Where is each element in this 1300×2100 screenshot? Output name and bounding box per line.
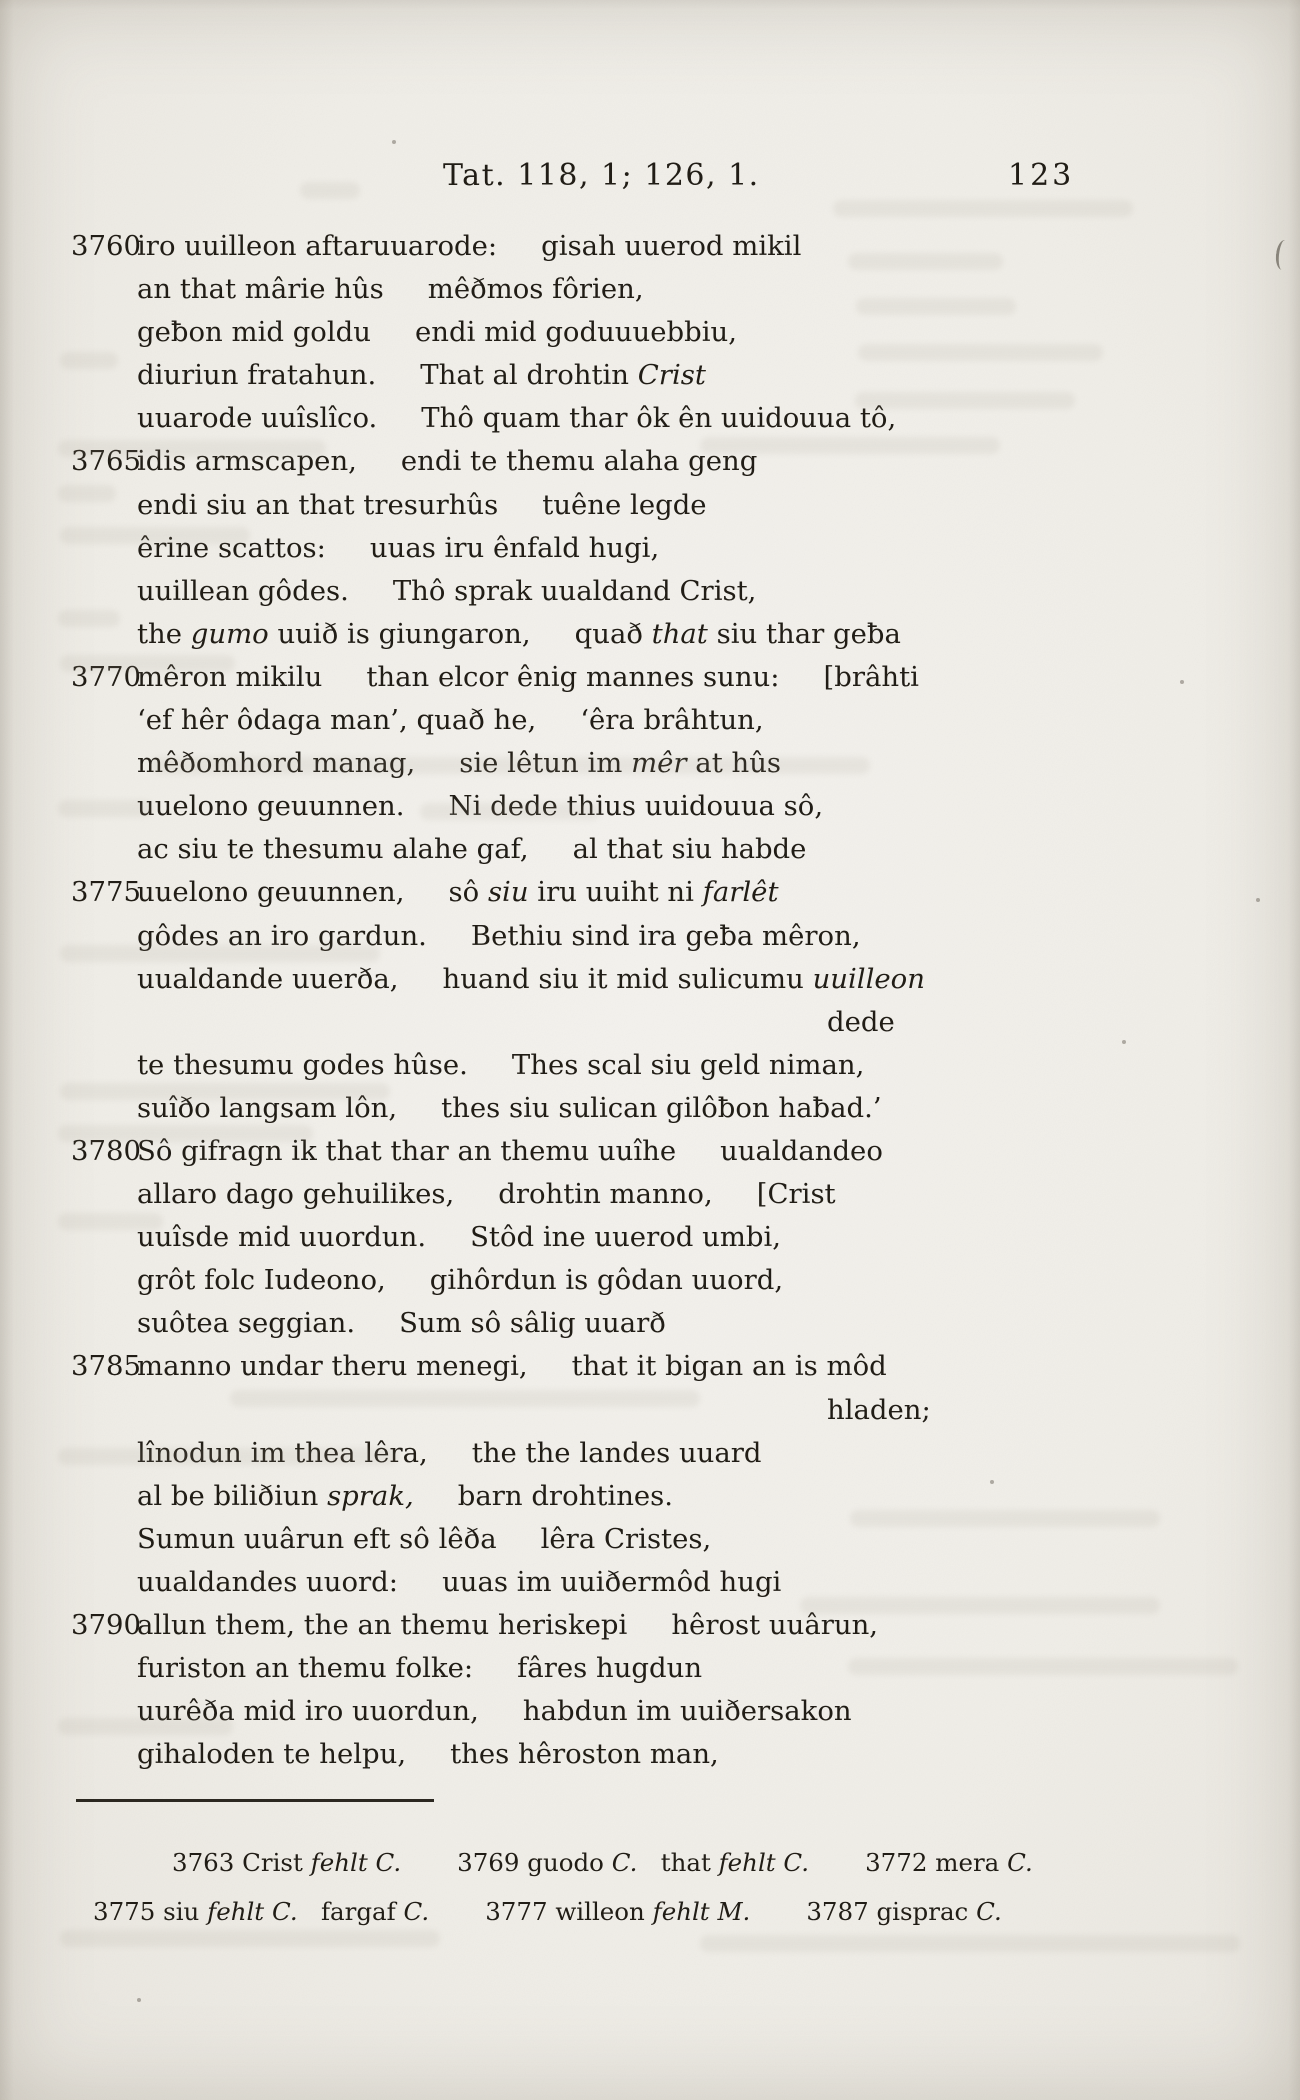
verse-text-run: al that siu habde [572,833,807,866]
verse-text-run: sie lêtun im [459,747,632,780]
verse-text-run: mêðmos fôrien, [427,273,644,306]
verse-line [137,570,1167,613]
verse-line [71,1604,1167,1647]
apparatus-text-run: that [637,1848,719,1877]
verse-text-run: barn drohtines. [457,1479,674,1512]
verse-text-run: hêrost uuârun, [671,1609,879,1641]
verse-text-run: fâres hugdun [517,1652,703,1685]
verse-text-run: endi te themu alaha geng [400,445,758,478]
verse-text-run: sprak, [327,1479,414,1512]
verse-text-run: hladen; [827,1393,931,1426]
verse-line [137,742,1167,785]
apparatus-text-run: C. [1007,1848,1033,1877]
verse-text-run: gôdes an iro gardun. [137,919,427,952]
apparatus-text-run: C. [403,1897,430,1926]
verse-text-run: Sum sô sâlig uuarð [399,1307,666,1340]
verse-text-run: furiston an themu folke: [137,1652,474,1685]
verse-text-run: manno undar theru menegi, [137,1350,528,1383]
verse-text-run: huand siu it mid sulicumu [442,962,813,995]
running-title: Tat. 118, 1; 126, 1. [443,158,760,193]
apparatus-text-run: 3777 willeon [485,1897,653,1926]
verse-text-run: suôtea seggian. [137,1307,356,1340]
apparatus-text-run: fehlt M. [652,1897,751,1926]
verse-line-number: 3760 [71,230,141,262]
verse-text-run: dede [827,1005,895,1038]
apparatus-text-run: fehlt C. [207,1897,298,1926]
apparatus-text-run: fargaf [297,1897,404,1926]
verse-text-run: [brâhti [823,660,919,693]
verse-line [137,785,1167,828]
verse-line-number: 3770 [71,660,141,693]
verse-text-run: ‘êra brâhtun, [580,704,764,737]
verse-line-number: 3785 [71,1350,141,1383]
verse-text-run: lêra Cristes, [540,1522,712,1555]
scan-speck [392,140,396,144]
verse-line [71,440,1167,483]
verse-text-run: mêr [631,747,687,780]
verse-text-run: the [137,617,191,650]
page-header [0,158,1300,202]
verse-line-number: 3780 [71,1134,141,1167]
verse-line [137,1087,1167,1130]
verse-text-run: idis armscapen, [137,445,357,478]
verse-text-run: than elcor ênig mannes sunu: [366,660,780,693]
verse-text-run: gihaloden te helpu, [137,1738,407,1771]
apparatus-text-run: C. [611,1848,638,1877]
bleed-through-smudge [833,200,1133,217]
verse-text-run: Ni dede thius uuidouua sô, [448,790,824,823]
verse-line [137,613,1167,656]
verse-text-run: iro uuilleon aftaruuarode: [137,230,498,262]
verse-line [137,1733,1167,1776]
verse-text-run: Thes scal siu geld niman, [511,1048,865,1081]
bleed-through-smudge [60,352,118,369]
verse-text-run: uualdande uuerða, [137,962,399,995]
verse-text-run: mêðomhord manag, [137,747,416,780]
verse-text-run: al be biliðiun [137,1479,328,1512]
verse-text-run: uualdandeo [720,1134,883,1167]
verse-line [137,527,1167,570]
verse-text-run: uuelono geuunnen, [137,876,405,909]
verse-text-run: siu [487,876,529,909]
verse-text-run: habdun im uuiðersakon [522,1695,852,1728]
scan-speck [1256,898,1260,902]
verse-line [71,225,1167,268]
apparatus-text-run: 3787 gisprac [806,1897,977,1926]
verse-line-number: 3775 [71,876,141,909]
verse-line-number: 3765 [71,445,141,478]
verse-text-run: allaro dago gehuilikes, [137,1178,455,1211]
verse-text-run: Bethiu sind ira geƀa mêron, [470,919,861,952]
verse-text-run: thes siu sulican gilôƀon haƀad.’ [441,1091,882,1124]
verse-line [137,397,1167,440]
verse-text-run: allun them, the an themu heriskepi [137,1609,628,1641]
verse-text-run: uurêða mid iro uuordun, [137,1695,479,1728]
verse-line [71,1130,1167,1173]
verse-line [137,828,1167,871]
verse-line [137,354,1167,397]
verse-text-run: gisah uuerod mikil [541,230,802,262]
verse-line [137,1044,1167,1087]
verse-line [137,1173,1167,1216]
verse-text-run: uuelono geuunnen. [137,790,405,823]
verse-text-run: Thô sprak uualdand Crist, [392,574,757,607]
apparatus-text-run: C. [976,1897,1002,1926]
verse-text-run: uuas im uuiðermôd hugi [442,1565,782,1598]
apparatus-text-run: 3775 siu [93,1897,208,1926]
apparatus-text-run: fehlt C. [718,1848,810,1877]
verse-line [137,268,1167,311]
verse-text-run: tuêne legde [542,488,707,521]
scan-speck [137,1998,141,2002]
verse-line [137,1216,1167,1259]
verse-line [71,656,1167,699]
verse-line [137,1561,1167,1604]
verse-text-run: uuas iru ênfald hugi, [369,531,660,564]
verse-text-run: uuillean gôdes. [137,574,349,607]
apparatus-text-run: 3769 guodo [457,1848,612,1877]
verse-text-run: the the landes uuard [471,1436,762,1469]
scan-artifact-paren [1274,239,1292,270]
verse-text-run: quað [574,617,652,650]
verse-text-run: mêron mikilu [137,660,323,693]
apparatus-line [93,1838,1103,1887]
verse-line [137,1690,1167,1733]
verse-text-run: geƀon mid goldu [137,316,371,349]
verse-text-run: grôt folc Iudeono, [137,1264,386,1297]
verse-text-run: ‘ef hêr ôdaga man’, quað he, [137,704,537,737]
verse-line [137,699,1167,742]
verse-line [137,311,1167,354]
verse-text-run: uuîsde mid uuordun. [137,1221,427,1254]
verse-text-run: ac siu te thesumu alahe gaf, [137,833,529,866]
verse-line [137,1518,1167,1561]
verse-line [137,1302,1167,1345]
verse-text-run: gihôrdun is gôdan uuord, [429,1264,784,1297]
verse-text-run: Sô gifragn ik that thar an themu uuîhe [137,1134,677,1167]
verse-line [71,1345,1167,1388]
verse-text-run: Crist [637,359,706,392]
verse-line [137,1475,1167,1518]
verse-line [137,1259,1167,1302]
bleed-through-smudge [58,485,116,502]
verse-text-run: Thô quam thar ôk ên uuidouua tô, [421,402,897,435]
scan-speck [1180,680,1184,684]
verse-line [71,871,1167,914]
verse-text-run: farlêt [702,876,779,909]
verse-line [137,915,1167,958]
apparatus-line [93,1887,1103,1936]
verse-line [137,484,1167,527]
verse-text-run: sô [448,876,488,909]
verse-text-run: [Crist [756,1178,836,1211]
apparatus-block [93,1838,1103,1936]
verse-text-run: that it bigan an is môd [571,1350,887,1383]
verse-text-run: uuið is giungaron, [268,617,531,650]
verse-text-run: uualdandes uuord: [137,1565,399,1598]
verse-text-run: that [651,617,708,650]
verse-block [71,225,1167,1776]
verse-text-run: siu thar geƀa [707,617,901,650]
verse-line-continuation [137,1001,1167,1044]
footnote-separator-rule [76,1799,434,1802]
bleed-through-smudge [58,610,120,627]
verse-text-run: at hûs [686,747,782,780]
verse-text-run: endi mid goduuuebbiu, [414,316,737,349]
apparatus-text-run: 3763 Crist [172,1848,311,1877]
verse-line-continuation [137,1389,1167,1432]
verse-text-run: That al drohtin [420,359,638,392]
apparatus-text-run: fehlt C. [310,1848,402,1877]
verse-text-run: an that mârie hûs [137,273,384,306]
verse-text-run: endi siu an that tresurhûs [137,488,499,521]
verse-text-run: uuilleon [812,962,925,995]
apparatus-text-run: 3772 mera [865,1848,1008,1877]
verse-text-run: suîðo langsam lôn, [137,1091,398,1124]
verse-text-run: gumo [190,617,269,650]
verse-text-run: Stôd ine uuerod umbi, [470,1221,782,1254]
verse-text-run: drohtin manno, [498,1178,713,1211]
verse-text-run: lînodun im thea lêra, [137,1436,428,1469]
verse-text-run: Sumun uuârun eft sô lêða [137,1522,497,1555]
verse-text-run: thes hêroston man, [450,1738,719,1771]
page-number: 123 [1008,158,1075,193]
verse-line [137,1432,1167,1475]
bleed-through-smudge [700,1935,1240,1952]
verse-line [137,1647,1167,1690]
verse-line-number: 3790 [71,1609,141,1641]
verse-text-run: iru uuiht ni [528,876,703,909]
verse-line [137,958,1167,1001]
verse-text-run: diuriun fratahun. [137,359,377,392]
verse-text-run: uuarode uuîslîco. [137,402,378,435]
verse-text-run: êrine scattos: [137,531,326,564]
verse-text-run: te thesumu godes hûse. [137,1048,468,1081]
